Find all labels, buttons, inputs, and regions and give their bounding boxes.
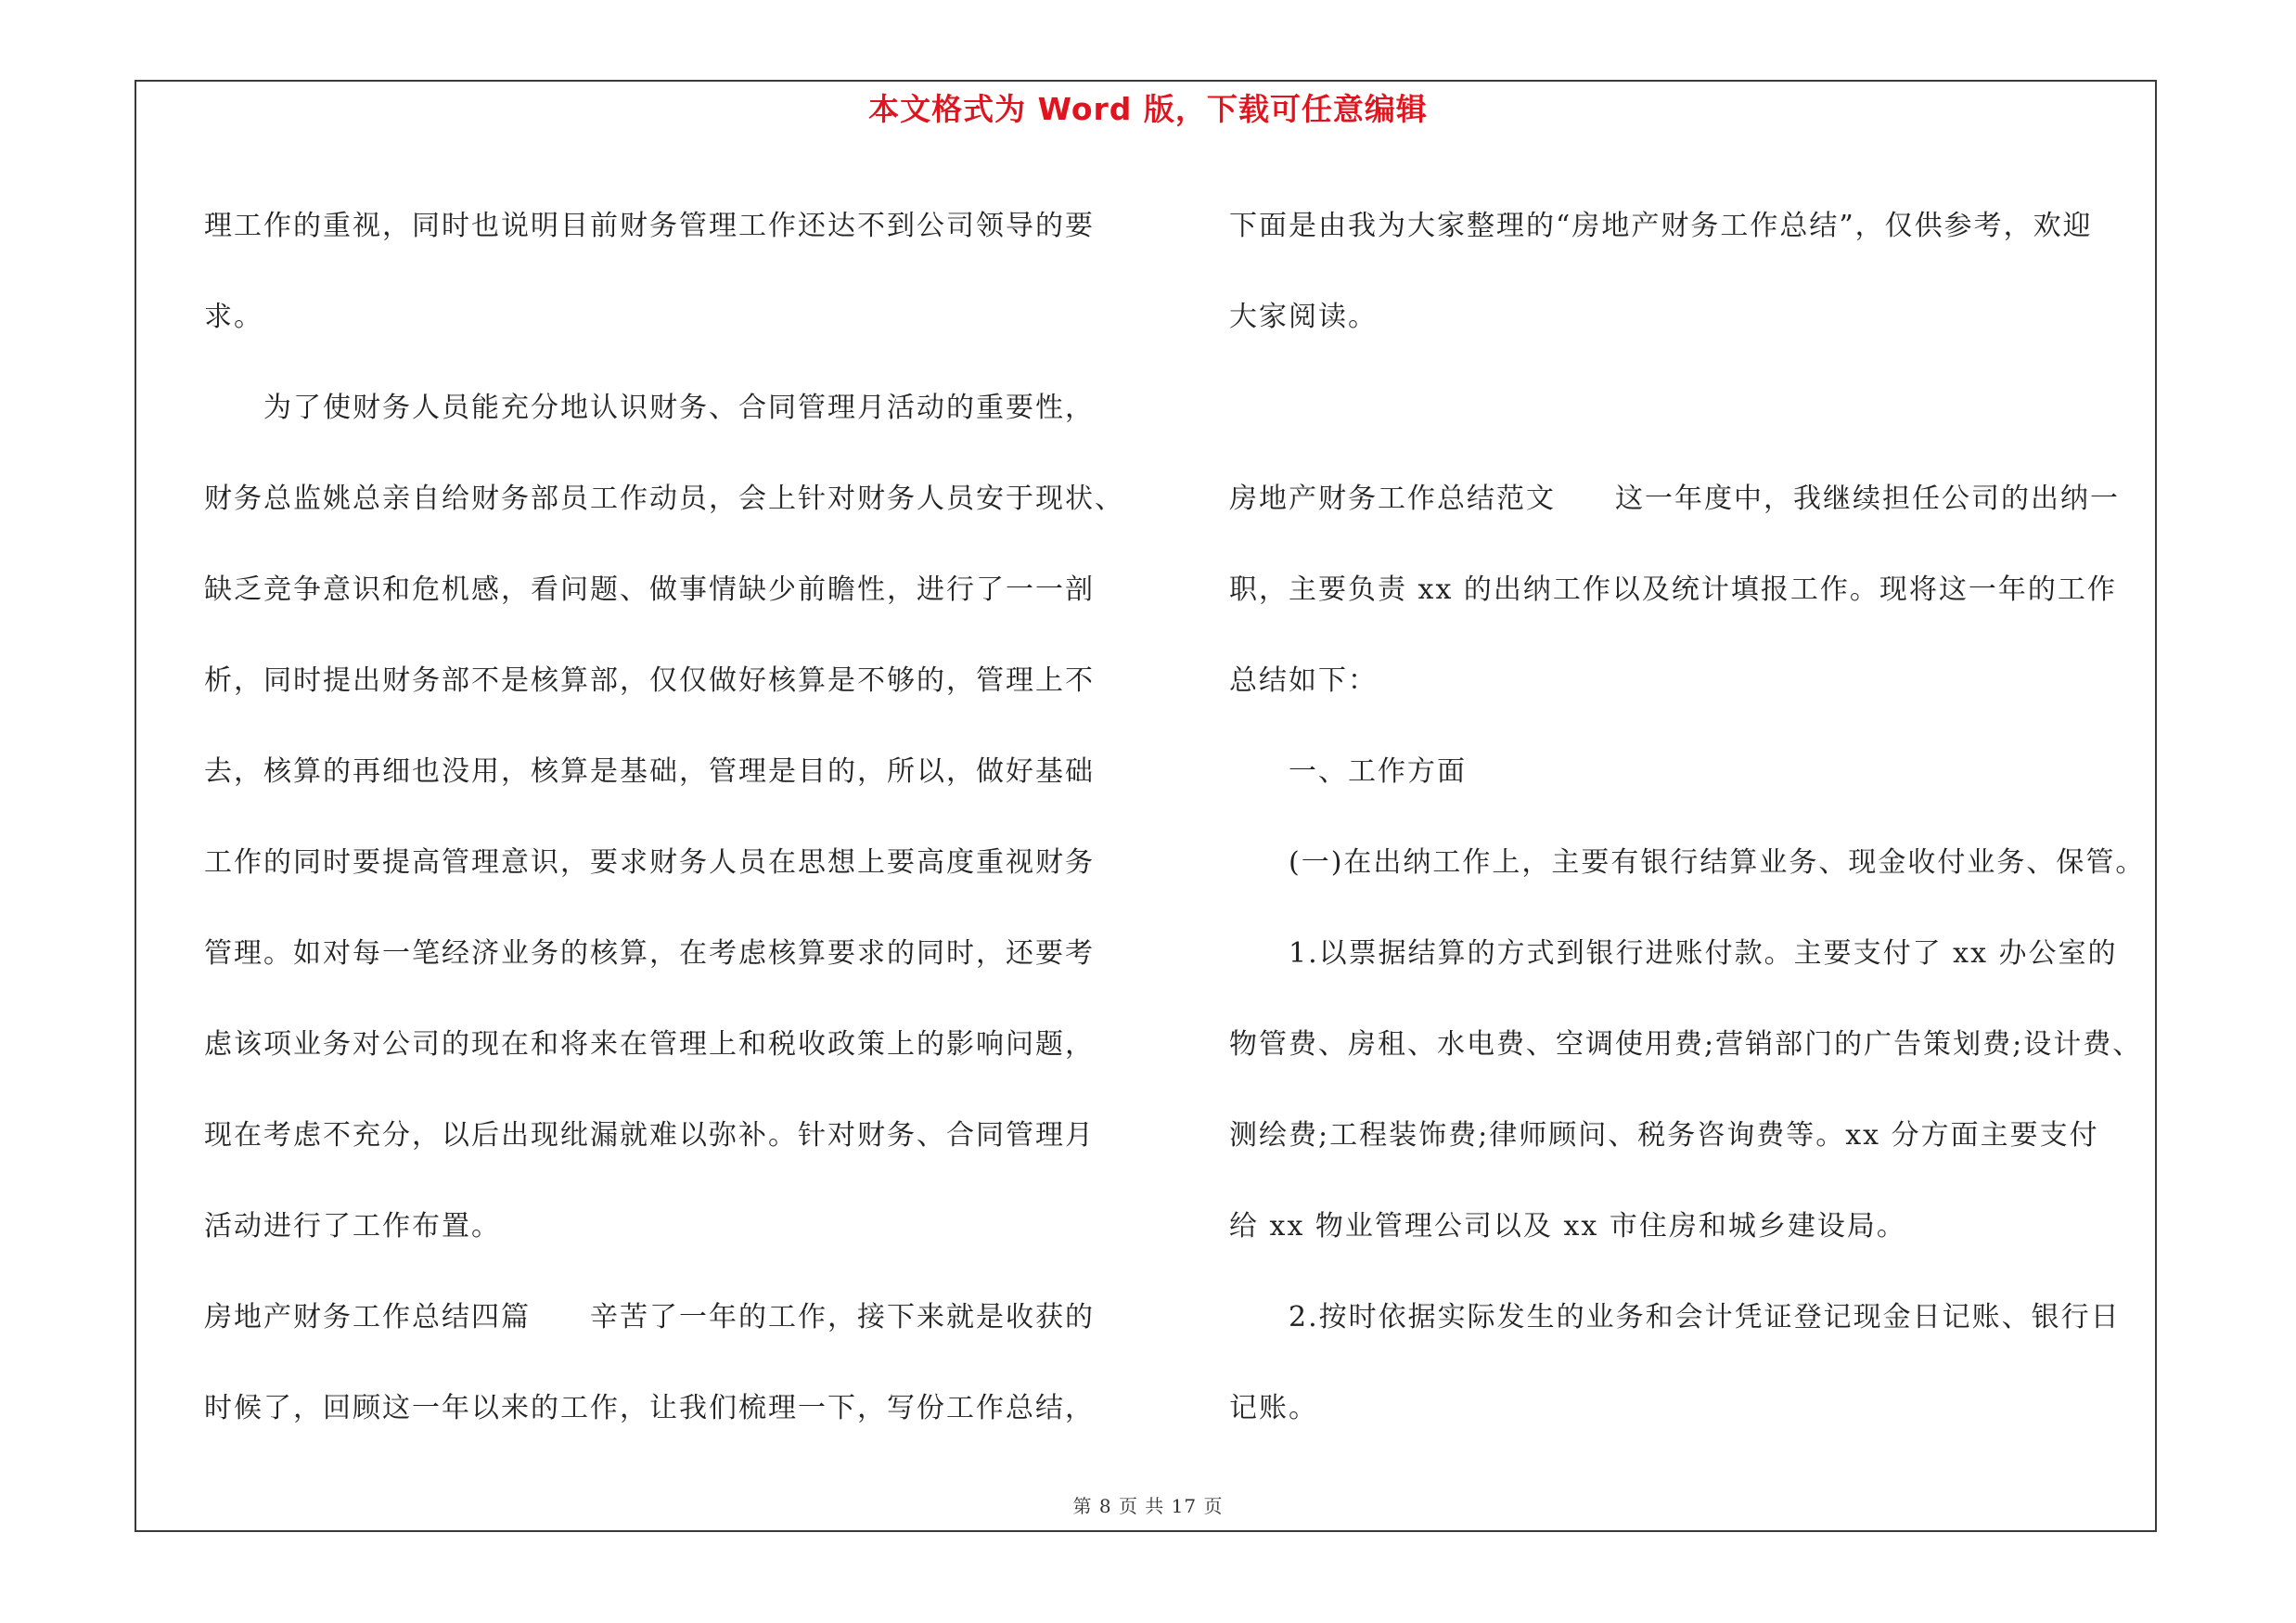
right-text-column — [1229, 181, 2166, 1454]
left-line: 管理。如对每一笔经济业务的核算，在考虑核算要求的同时，还要考 — [204, 937, 1095, 970]
right-line: 1.以票据结算的方式到银行进账付款。主要支付了 xx 办公室的 — [1229, 937, 2118, 970]
right-line: 测绘费;工程装饰费;律师顾问、税务咨询费等。xx 分方面主要支付 — [1229, 1119, 2099, 1152]
right-line: 下面是由我为大家整理的“房地产财务工作总结”，仅供参考，欢迎 — [1229, 210, 2093, 242]
left-line: 活动进行了工作布置。 — [204, 1210, 501, 1243]
left-line: 工作的同时要提高管理意识，要求财务人员在思想上要高度重视财务 — [204, 846, 1095, 879]
left-line: 去，核算的再细也没用，核算是基础，管理是目的，所以，做好基础 — [204, 755, 1095, 788]
right-line: 给 xx 物业管理公司以及 xx 市住房和城乡建设局。 — [1229, 1210, 1906, 1243]
left-line: 缺乏竞争意识和危机感，看问题、做事情缺少前瞻性，进行了一一剖 — [204, 573, 1095, 606]
right-line: (一)在出纳工作上，主要有银行结算业务、现金收付业务、保管。 — [1229, 846, 2146, 879]
right-line: 记账。 — [1229, 1392, 1318, 1424]
right-line: 职，主要负责 xx 的出纳工作以及统计填报工作。现将这一年的工作 — [1229, 573, 2117, 606]
left-line: 现在考虑不充分，以后出现纰漏就难以弥补。针对财务、合同管理月 — [204, 1119, 1095, 1152]
left-line: 为了使财务人员能充分地认识财务、合同管理月活动的重要性， — [204, 392, 1095, 424]
right-line: 大家阅读。 — [1229, 301, 1378, 333]
right-line: 物管费、房租、水电费、空调使用费;营销部门的广告策划费;设计费、 — [1229, 1028, 2143, 1061]
right-line: 2.按时依据实际发生的业务和会计凭证登记现金日记账、银行日 — [1229, 1301, 2121, 1333]
page-number-footer: 第 8 页 共 17 页 — [1072, 1495, 1224, 1517]
format-banner: 本文格式为 Word 版，下载可任意编辑 — [868, 91, 1428, 127]
right-line: 房地产财务工作总结范文 这一年度中，我继续担任公司的出纳一 — [1229, 483, 2120, 515]
left-line: 时候了，回顾这一年以来的工作，让我们梳理一下，写份工作总结， — [204, 1392, 1095, 1424]
left-line: 求。 — [204, 301, 263, 333]
left-line: 析，同时提出财务部不是核算部，仅仅做好核算是不够的，管理上不 — [204, 664, 1095, 697]
right-line-blank — [1229, 363, 2166, 454]
left-text-column — [204, 181, 1160, 1454]
right-line: 一、工作方面 — [1229, 755, 1467, 788]
right-line: 总结如下： — [1229, 664, 1378, 697]
left-line: 虑该项业务对公司的现在和将来在管理上和税收政策上的影响问题， — [204, 1028, 1095, 1061]
left-line: 房地产财务工作总结四篇 辛苦了一年的工作，接下来就是收获的 — [204, 1301, 1095, 1333]
left-line: 财务总监姚总亲自给财务部员工作动员，会上针对财务人员安于现状、 — [204, 483, 1124, 515]
left-line: 理工作的重视，同时也说明目前财务管理工作还达不到公司领导的要 — [204, 210, 1095, 242]
